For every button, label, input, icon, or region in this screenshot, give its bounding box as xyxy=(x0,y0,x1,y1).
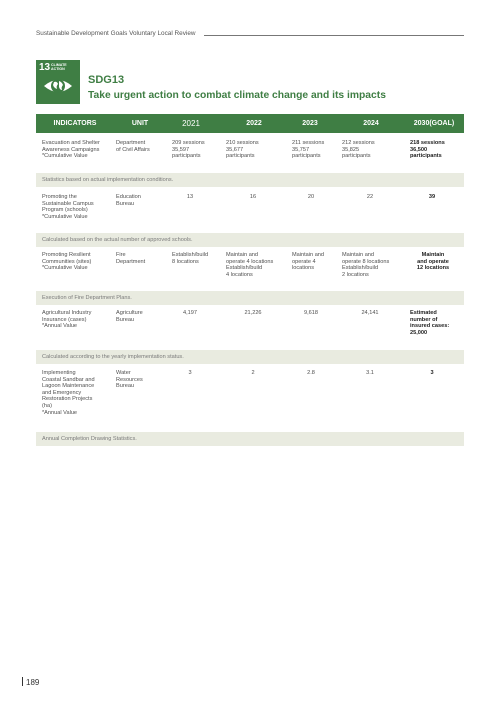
running-header xyxy=(36,30,464,42)
cell-line: Resources xyxy=(116,376,143,383)
table-header xyxy=(36,114,464,133)
cell-line: operate 8 locations xyxy=(342,258,390,265)
cell-line: 20 xyxy=(307,194,315,200)
cell-line: 209 sessions xyxy=(172,140,205,146)
cell-y2023 xyxy=(292,252,338,272)
cell-line: 2.8 xyxy=(307,370,315,376)
cell-line: and Emergency xyxy=(42,389,82,396)
running-title: Sustainable Development Goals Voluntary Local Review xyxy=(36,30,196,37)
cell-line: 39 xyxy=(428,194,436,200)
cell-y2021 xyxy=(170,194,210,201)
cell-line: *Cumulative Value xyxy=(42,265,88,272)
cell-line: Agricultural Industry xyxy=(42,310,92,316)
cell-line: *Cumulative Value xyxy=(42,153,88,160)
cell-line: Establish/build xyxy=(342,265,379,272)
cell-indicator xyxy=(42,194,118,220)
cell-y2024 xyxy=(342,252,406,278)
cell-line: 211 sessions xyxy=(292,140,325,146)
cell-y2022 xyxy=(233,310,273,317)
cell-line: Coastal Sandbar and xyxy=(42,376,95,383)
cell-line: 212 sessions xyxy=(342,140,375,146)
cell-line: insured cases: xyxy=(410,323,450,330)
cell-line: Establish/build xyxy=(226,265,263,272)
page-number-text: 189 xyxy=(26,678,40,687)
cell-line: Program (schools) xyxy=(42,207,88,214)
cell-line: participants xyxy=(342,153,371,160)
cell-line: locations xyxy=(292,265,315,272)
cell-line: Bureau xyxy=(116,200,135,207)
cell-line: 36,500 xyxy=(410,146,428,153)
cell-indicator xyxy=(42,310,118,330)
cell-line: Sustainable Campus xyxy=(42,200,94,207)
row-note-text: Execution of Fire Department Plans. xyxy=(42,295,132,301)
cell-line: Bureau xyxy=(116,316,135,323)
cell-line: Department xyxy=(116,258,146,265)
cell-line: 3 xyxy=(430,370,434,376)
cell-unit xyxy=(116,370,164,390)
cell-indicator xyxy=(42,252,118,272)
goal-title: SDG13 xyxy=(88,74,125,86)
sdg-number: 13 xyxy=(39,62,51,73)
cell-line: operate 4 locations xyxy=(226,258,274,265)
cell-y2024 xyxy=(350,370,390,377)
cell-line: 3 xyxy=(188,370,192,376)
cell-line: 13 xyxy=(186,194,194,200)
cell-line: Implementing xyxy=(42,370,76,376)
row-note xyxy=(36,291,464,305)
cell-line: Promoting Resilient xyxy=(42,252,91,258)
cell-y2023 xyxy=(292,140,338,160)
cell-line: 2 xyxy=(251,370,255,376)
cell-goal xyxy=(408,252,458,272)
cell-line: 35,825 xyxy=(342,146,360,153)
sdg13-icon xyxy=(36,60,80,104)
cell-line: 8 locations xyxy=(172,258,199,265)
row-note xyxy=(36,173,464,187)
cell-indicator xyxy=(42,370,118,416)
col-goal: 2030(GOAL) xyxy=(413,120,455,127)
page-number xyxy=(22,677,39,687)
cell-line: Education xyxy=(116,194,141,200)
cell-line: 22 xyxy=(366,194,374,200)
cell-y2023 xyxy=(291,370,331,377)
cell-line: 35,677 xyxy=(226,146,244,153)
page-number-bar xyxy=(22,677,23,686)
cell-line: Water xyxy=(116,370,131,376)
row-note-text: Calculated based on the actual number of approved schools. xyxy=(42,237,193,243)
cell-line: Communities (sites) xyxy=(42,258,92,265)
col-unit: UNIT xyxy=(131,120,149,127)
col-2024: 2024 xyxy=(363,120,379,127)
cell-goal xyxy=(412,370,452,377)
cell-line: operate 4 xyxy=(292,258,316,265)
cell-y2021 xyxy=(170,310,210,317)
cell-line: Evacuation and Shelter xyxy=(42,140,100,146)
cell-line: 210 sessions xyxy=(226,140,259,146)
cell-unit xyxy=(116,194,164,207)
cell-line: 35,597 xyxy=(172,146,190,153)
cell-line: *Annual Value xyxy=(42,323,78,330)
cell-y2022 xyxy=(226,252,286,278)
cell-unit xyxy=(116,310,164,323)
cell-line: Establish/build xyxy=(172,252,209,258)
cell-line: 12 locations xyxy=(416,265,450,272)
cell-unit xyxy=(116,140,164,153)
cell-line: 24,141 xyxy=(361,310,379,316)
cell-line: 4,197 xyxy=(183,310,197,316)
row-note xyxy=(36,432,464,446)
cell-line: 16 xyxy=(249,194,257,200)
cell-y2021 xyxy=(172,140,220,160)
sdg-label-line2: ACTION xyxy=(51,67,65,71)
cell-line: 21,226 xyxy=(244,310,262,316)
cell-line: and operate xyxy=(417,258,449,265)
cell-line: participants xyxy=(226,153,255,160)
cell-indicator xyxy=(42,140,118,160)
row-note-text: Annual Completion Drawing Statistics. xyxy=(42,436,137,442)
cell-y2023 xyxy=(291,310,331,317)
cell-y2021 xyxy=(172,252,220,265)
cell-line: Estimated xyxy=(410,310,437,316)
cell-line: Fire xyxy=(116,252,126,258)
cell-y2023 xyxy=(291,194,331,201)
cell-line: participants xyxy=(292,153,321,160)
cell-line: Department xyxy=(116,140,146,146)
cell-line: of Civil Affairs xyxy=(116,146,150,153)
cell-y2024 xyxy=(350,310,390,317)
cell-line: *Annual Value xyxy=(42,409,78,416)
cell-line: Maintain and xyxy=(292,252,325,258)
cell-goal xyxy=(412,194,452,201)
cell-line: 3.1 xyxy=(366,370,374,376)
cell-goal xyxy=(410,310,466,336)
cell-y2024 xyxy=(342,140,406,160)
cell-unit xyxy=(116,252,164,265)
cell-line: Lagoon Maintenance xyxy=(42,383,95,390)
cell-line: number of xyxy=(410,316,438,323)
cell-y2022 xyxy=(226,140,286,160)
cell-line: Awareness Campaigns xyxy=(42,146,100,153)
goal-subtitle: Take urgent action to combat climate change and its impacts xyxy=(88,90,386,101)
cell-line: Maintain and xyxy=(342,252,375,258)
row-note-text: Calculated according to the yearly implementation status. xyxy=(42,354,184,360)
cell-line: Insurance (cases) xyxy=(42,316,87,323)
row-note-text: Statistics based on actual implementation conditions. xyxy=(42,177,174,183)
cell-line: 25,000 xyxy=(410,329,428,336)
cell-line: 2 locations xyxy=(342,271,369,278)
cell-line: 9,618 xyxy=(304,310,318,316)
col-2021: 2021 xyxy=(182,119,200,128)
sdg-label-line1: CLIMATE xyxy=(51,63,67,67)
cell-line: 4 locations xyxy=(226,271,253,278)
cell-y2021 xyxy=(170,370,210,377)
cell-line: participants xyxy=(410,153,442,160)
cell-line: Bureau xyxy=(116,383,135,390)
cell-y2024 xyxy=(350,194,390,201)
cell-line: 218 sessions xyxy=(410,140,445,146)
row-note xyxy=(36,350,464,364)
cell-line: Promoting the xyxy=(42,194,77,200)
cell-line: 35,757 xyxy=(292,146,310,153)
cell-y2022 xyxy=(233,194,273,201)
cell-line: *Cumulative Value xyxy=(42,213,88,220)
col-2023: 2023 xyxy=(302,120,318,127)
col-2022: 2022 xyxy=(246,120,262,127)
cell-line: (ha) xyxy=(42,402,52,409)
cell-line: Maintain xyxy=(421,252,445,258)
header-rule xyxy=(204,35,464,36)
cell-y2022 xyxy=(233,370,273,377)
cell-goal xyxy=(410,140,466,160)
eye-globe-icon xyxy=(43,75,73,97)
col-indicators: INDICATORS xyxy=(53,120,97,127)
sdg-label xyxy=(51,63,67,71)
cell-line: Restoration Projects xyxy=(42,396,93,403)
cell-line: Maintain and xyxy=(226,252,259,258)
cell-line: Agriculture xyxy=(116,310,143,316)
cell-line: participants xyxy=(172,153,201,160)
row-note xyxy=(36,233,464,247)
